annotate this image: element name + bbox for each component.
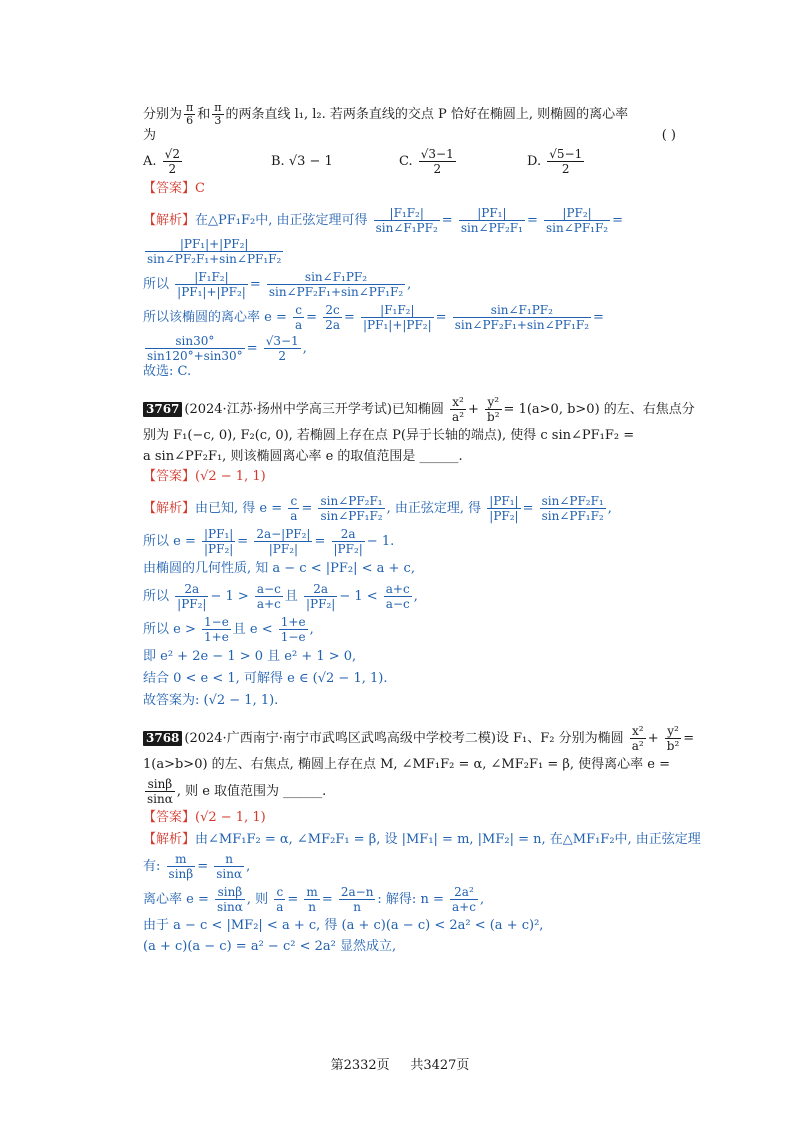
- q3768-solution-4: 由于 a − c < |MF₂| < a + c, 得 (a + c)(a − c) < 2a² < (a + c)²,: [143, 918, 544, 933]
- prev-solution-5: $\frac{\sin 30^\circ}{\sin 120^\circ+\sin 30^\circ}$ = $\frac{√3-1}{2}$ ,: [147, 334, 307, 363]
- prev-question-line-2: [143, 127, 678, 145]
- q3767-solution-6: 即 e² + 2e − 1 > 0 且 e² + 1 > 0,: [143, 649, 357, 664]
- q3767-solution-2: 所以 e = $\frac{\text{|PF₁|}}{\text{|PF₂|}}$ = $\frac{\text{2a−|PF₂|}}{\text{|PF₂|}}$ = $\frac{2a}{\text{|PF₂|}}$ − 1.: [143, 527, 395, 556]
- prev-solution-4: 所以该椭圆的离心率 e = $\frac{c}{a}$ = $\frac{2c}{2a}$ = $\frac{\text{|F₁F₂|}}{\text{|PF₁|+|PF₂|}}$ = $\frac{\text{sin∠F₁PF₂}}{\text{sin∠PF₂F₁+sin∠PF₁F₂}}$ =: [143, 303, 604, 332]
- fraction: $\frac{\pi}{3}$: [214, 101, 222, 127]
- prev-answer: 【答案】C: [143, 181, 205, 196]
- q3768-solution-3: 离心率 e = $\frac{\sin\beta}{\sin\alpha}$ , 则 $\frac{c}{a}$ = $\frac{m}{n}$ = $\frac{2a-n}{n}$ : 解得: n = $\frac{\text{2a²}}{a+c}$ ,: [143, 885, 485, 914]
- text: 为: [143, 128, 157, 143]
- total-pages: 共3427页: [410, 1058, 470, 1073]
- q3767-solution-3: 由椭圆的几何性质, 知 a − c < |PF₂| < a + c,: [143, 561, 415, 576]
- q3767-line-1: 3767 (2024·江苏·扬州中学高三开学考试)已知椭圆 $\frac{\text{x²}}{\text{a²}}$ + $\frac{\text{y²}}{\text{b²}}$ = 1(a>0, b>0) 的左、右焦点分: [143, 395, 678, 424]
- prev-solution-2: $\frac{\text{|PF₁|+|PF₂|}}{\text{sin∠PF₂F₁+sin∠PF₁F₂}}$: [147, 237, 282, 266]
- q3768-solution-1: 【解析】由∠MF₁F₂ = α, ∠MF₂F₁ = β, 设 |MF₁| = m, |MF₂| = n, 在△MF₁F₂中, 由正弦定理: [143, 832, 701, 847]
- prev-question-line-1: [143, 102, 678, 127]
- content-area: [143, 101, 701, 956]
- option-b: B. √3 − 1: [271, 154, 333, 169]
- q3768-line-1: 3768 (2024·广西南宁·南宁市武鸣区武鸣高级中学校考二模)设 F₁、F₂ 分别为椭圆 $\frac{\text{x²}}{\text{a²}}$ + $\frac{\text{y²}}{\text{b²}}$ =: [143, 724, 678, 753]
- option-a: A. $\frac{√2}{2}$: [143, 147, 180, 176]
- q3767-line-2: 别为 F₁(−c, 0), F₂(c, 0), 若椭圆上存在点 P(异于长轴的端点), 使得 c sin∠PF₁F₂ =: [143, 428, 635, 443]
- q3768-solution-5: (a + c)(a − c) = a² − c² < 2a² 显然成立,: [143, 939, 397, 954]
- answer-blank: ( ): [661, 128, 676, 143]
- question-number-badge: 3768: [143, 731, 182, 746]
- q3767-line-3: a sin∠PF₂F₁, 则该椭圆离心率 e 的取值范围是 ______.: [143, 449, 463, 464]
- prev-solution-3: 所以 $\frac{\text{|F₁F₂|}}{\text{|PF₁|+|PF₂|}}$ = $\frac{\text{sin∠F₁PF₂}}{\text{sin∠PF₂F₁+sin∠PF₁F₂}}$ ,: [143, 270, 412, 299]
- q3768-answer: 【答案】(√2 − 1, 1): [143, 810, 266, 825]
- q3767-solution-7: 结合 0 < e < 1, 可解得 e ∈ (√2 − 1, 1).: [143, 671, 388, 686]
- q3767-answer: 【答案】(√2 − 1, 1): [143, 469, 266, 484]
- option-c: C. $\frac{√3-1}{2}$: [399, 147, 454, 176]
- q3767-solution-4: 所以 $\frac{2a}{\text{|PF₂|}}$ − 1 > $\frac{a-c}{a+c}$ 且 $\frac{2a}{\text{|PF₂|}}$ − 1 < $\frac{a+c}{a-c}$ ,: [143, 582, 418, 611]
- q3768-line-2: 1(a>b>0) 的左、右焦点, 椭圆上存在点 M, ∠MF₁F₂ = α, ∠MF₂F₁ = β, 使得离心率 e =: [143, 757, 670, 772]
- q3768-solution-2: 有: $\frac{m}{\sin\beta}$ = $\frac{n}{\sin\alpha}$ ,: [143, 852, 251, 881]
- options-row: [143, 147, 678, 176]
- text: 的两条直线 l₁, l₂. 若两条直线的交点 P 恰好在椭圆上, 则椭圆的离心率: [225, 107, 629, 122]
- prev-solution-1: 【解析】在△PF₁F₂中, 由正弦定理可得 $\frac{\text{|F₁F₂|}}{\text{sin∠F₁PF₂}}$ = $\frac{\text{|PF₁|}}{\text{sin∠PF₂F₁}}$ = $\frac{\text{|PF₂|}}{\text{sin∠PF₁F₂}}$ =: [143, 206, 624, 235]
- q3767-solution-8: 故答案为: (√2 − 1, 1).: [143, 693, 279, 708]
- q3768-line-3: $\frac{\sin\beta}{\sin\alpha}$ , 则 e 取值范围为 ______.: [147, 777, 327, 806]
- q3767-solution-5: 所以 e > $\frac{1-e}{1+e}$ 且 e < $\frac{1+e}{1-e}$ ,: [143, 615, 314, 644]
- fraction: $\frac{\pi}{6}$: [186, 101, 194, 127]
- option-d: D. $\frac{√5-1}{2}$: [527, 147, 583, 176]
- prev-solution-6: 故选: C.: [143, 364, 192, 379]
- page-number: 第2332页: [330, 1058, 390, 1073]
- page-footer: [0, 1054, 800, 1073]
- question-number-badge: 3767: [143, 402, 182, 417]
- text: 分别为: [143, 107, 183, 122]
- text: 和: [197, 107, 211, 122]
- q3767-solution-1: 【解析】由已知, 得 e = $\frac{c}{a}$ = $\frac{\text{sin∠PF₂F₁}}{\text{sin∠PF₁F₂}}$ , 由正弦定理, 得 $\frac{\text{|PF₁|}}{\text{|PF₂|}}$ = $\frac{\text{sin∠PF₂F₁}}{\text{sin∠PF₁F₂}}$ ,: [143, 494, 612, 523]
